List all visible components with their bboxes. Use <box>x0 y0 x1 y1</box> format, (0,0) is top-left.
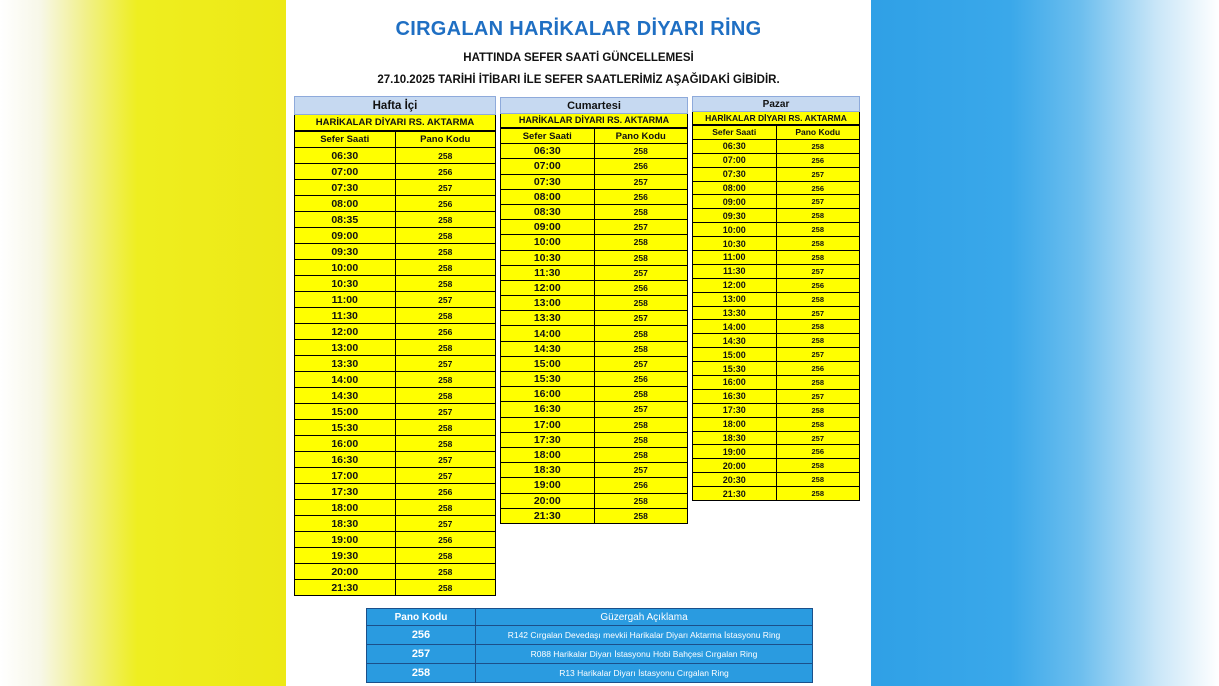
schedule-row <box>295 500 496 516</box>
route-code: 257 <box>776 348 860 362</box>
schedule-row <box>295 340 496 356</box>
departure-time: 14:00 <box>501 326 595 341</box>
departure-time: 21:30 <box>693 487 777 501</box>
background-right-blue <box>871 0 1219 686</box>
departure-time: 10:00 <box>501 235 595 250</box>
route-code: 258 <box>776 251 860 265</box>
departure-time: 09:30 <box>693 209 777 223</box>
schedule-row <box>295 436 496 452</box>
schedule-table <box>692 125 860 501</box>
route-code: 258 <box>395 580 496 596</box>
route-code: 258 <box>776 473 860 487</box>
schedule-row <box>501 387 688 402</box>
schedule-row <box>295 404 496 420</box>
departure-time: 15:00 <box>501 356 595 371</box>
departure-time: 15:30 <box>295 420 396 436</box>
route-code: 258 <box>776 139 860 153</box>
schedule-row <box>295 452 496 468</box>
departure-time: 08:00 <box>295 196 396 212</box>
schedule-row <box>693 431 860 445</box>
legend-description: R142 Cırgalan Devedaşı mevkii Harikalar Diyarı Aktarma İstasyonu Ring <box>476 626 813 645</box>
schedule-row <box>693 334 860 348</box>
route-code: 257 <box>594 356 688 371</box>
legend-code: 257 <box>367 645 476 664</box>
column-header-time: Sefer Saati <box>693 126 777 140</box>
route-code: 258 <box>594 493 688 508</box>
schedule-row <box>693 306 860 320</box>
route-code: 258 <box>395 388 496 404</box>
schedule-row <box>693 459 860 473</box>
schedule-row <box>693 237 860 251</box>
schedule-row <box>295 580 496 596</box>
departure-time: 13:30 <box>295 356 396 372</box>
route-code: 258 <box>395 244 496 260</box>
route-code: 257 <box>776 431 860 445</box>
departure-time: 18:30 <box>501 463 595 478</box>
schedule-row <box>295 356 496 372</box>
schedule-row <box>295 564 496 580</box>
departure-time: 09:00 <box>693 195 777 209</box>
route-code: 258 <box>395 500 496 516</box>
departure-time: 07:00 <box>501 159 595 174</box>
route-code: 256 <box>594 159 688 174</box>
route-code: 257 <box>395 468 496 484</box>
route-code: 258 <box>395 228 496 244</box>
route-code: 257 <box>776 389 860 403</box>
legend-code: 258 <box>367 664 476 683</box>
departure-time: 13:00 <box>295 340 396 356</box>
legend-row <box>367 645 813 664</box>
route-code: 256 <box>594 189 688 204</box>
route-code: 258 <box>776 292 860 306</box>
schedule-row <box>295 148 496 164</box>
schedule-row <box>693 251 860 265</box>
route-code: 257 <box>395 404 496 420</box>
departure-time: 15:30 <box>501 372 595 387</box>
departure-time: 07:30 <box>693 167 777 181</box>
departure-time: 17:30 <box>693 403 777 417</box>
schedule-row <box>501 296 688 311</box>
route-code: 258 <box>594 204 688 219</box>
schedule-table <box>500 128 688 524</box>
departure-time: 06:30 <box>501 144 595 159</box>
route-code: 256 <box>395 164 496 180</box>
departure-time: 17:30 <box>501 432 595 447</box>
departure-time: 08:00 <box>693 181 777 195</box>
departure-time: 16:30 <box>501 402 595 417</box>
schedule-row <box>693 167 860 181</box>
route-code: 256 <box>594 372 688 387</box>
schedule-row <box>693 389 860 403</box>
schedule-row <box>295 548 496 564</box>
route-code: 256 <box>776 445 860 459</box>
route-code: 258 <box>395 212 496 228</box>
route-code: 257 <box>594 220 688 235</box>
route-code: 257 <box>395 452 496 468</box>
schedule-row <box>295 484 496 500</box>
schedule-row <box>501 250 688 265</box>
route-code: 258 <box>776 459 860 473</box>
route-code: 257 <box>776 167 860 181</box>
departure-time: 07:00 <box>693 153 777 167</box>
route-code: 258 <box>594 250 688 265</box>
schedule-day-header: Hafta İçi <box>294 96 496 115</box>
schedule-row <box>693 473 860 487</box>
legend-description: R13 Harikalar Diyarı İstasyonu Cırgalan Ring <box>476 664 813 683</box>
departure-time: 18:30 <box>295 516 396 532</box>
legend-row <box>367 664 813 683</box>
route-code: 258 <box>395 148 496 164</box>
departure-time: 06:30 <box>295 148 396 164</box>
departure-time: 10:00 <box>295 260 396 276</box>
departure-time: 17:30 <box>295 484 396 500</box>
departure-time: 13:30 <box>501 311 595 326</box>
schedule-row <box>295 388 496 404</box>
schedule-row <box>295 196 496 212</box>
legend-row <box>367 626 813 645</box>
departure-time: 14:00 <box>693 320 777 334</box>
departure-time: 13:00 <box>501 296 595 311</box>
schedule-row <box>693 223 860 237</box>
schedule-row <box>693 320 860 334</box>
sunday-schedule <box>692 96 860 501</box>
departure-time: 07:30 <box>295 180 396 196</box>
route-code: 258 <box>395 308 496 324</box>
schedule-row <box>693 417 860 431</box>
departure-time: 08:30 <box>501 204 595 219</box>
schedule-row <box>295 372 496 388</box>
schedule-row <box>501 144 688 159</box>
route-code: 258 <box>395 260 496 276</box>
schedule-row <box>501 189 688 204</box>
saturday-schedule <box>500 97 688 524</box>
departure-time: 13:30 <box>693 306 777 320</box>
schedule-column-headers <box>501 129 688 144</box>
departure-time: 10:00 <box>693 223 777 237</box>
departure-time: 08:35 <box>295 212 396 228</box>
route-code: 257 <box>395 180 496 196</box>
route-code: 256 <box>395 324 496 340</box>
route-code: 256 <box>776 181 860 195</box>
route-code: 257 <box>594 265 688 280</box>
departure-time: 13:00 <box>693 292 777 306</box>
route-code: 257 <box>395 356 496 372</box>
departure-time: 12:00 <box>693 278 777 292</box>
departure-time: 17:00 <box>501 417 595 432</box>
schedule-row <box>501 311 688 326</box>
route-code: 258 <box>776 209 860 223</box>
route-code: 258 <box>776 376 860 390</box>
column-header-time: Sefer Saati <box>295 132 396 148</box>
route-code: 257 <box>594 463 688 478</box>
schedule-row <box>693 445 860 459</box>
route-code: 257 <box>594 402 688 417</box>
route-code: 258 <box>395 340 496 356</box>
route-code: 258 <box>594 144 688 159</box>
route-code: 257 <box>776 195 860 209</box>
legend-code: 256 <box>367 626 476 645</box>
route-code: 257 <box>594 311 688 326</box>
schedule-row <box>501 220 688 235</box>
route-code: 258 <box>594 417 688 432</box>
departure-time: 07:00 <box>295 164 396 180</box>
schedule-row <box>501 508 688 523</box>
schedule-row <box>501 417 688 432</box>
departure-time: 15:00 <box>693 348 777 362</box>
departure-time: 11:30 <box>295 308 396 324</box>
schedule-row <box>501 326 688 341</box>
background-left-yellow <box>0 0 286 686</box>
schedule-row <box>295 468 496 484</box>
route-code: 256 <box>594 280 688 295</box>
schedule-row <box>693 403 860 417</box>
schedule-row <box>501 447 688 462</box>
schedule-row <box>501 493 688 508</box>
route-code: 258 <box>776 487 860 501</box>
schedule-row <box>693 264 860 278</box>
schedule-row <box>295 212 496 228</box>
route-code: 256 <box>594 478 688 493</box>
schedule-row <box>295 292 496 308</box>
route-code: 258 <box>776 320 860 334</box>
schedule-row <box>295 260 496 276</box>
departure-time: 09:00 <box>501 220 595 235</box>
departure-time: 07:30 <box>501 174 595 189</box>
schedule-row <box>501 463 688 478</box>
departure-time: 15:30 <box>693 362 777 376</box>
route-code: 258 <box>594 326 688 341</box>
departure-time: 14:00 <box>295 372 396 388</box>
route-code: 258 <box>395 372 496 388</box>
schedule-row <box>693 153 860 167</box>
departure-time: 19:00 <box>295 532 396 548</box>
schedule-row <box>501 341 688 356</box>
schedule-row <box>501 265 688 280</box>
route-code: 258 <box>395 548 496 564</box>
schedule-row <box>295 276 496 292</box>
departure-time: 09:00 <box>295 228 396 244</box>
schedule-row <box>501 372 688 387</box>
departure-time: 18:00 <box>501 447 595 462</box>
schedule-row <box>501 204 688 219</box>
departure-time: 17:00 <box>295 468 396 484</box>
schedule-day-header: Cumartesi <box>500 97 688 114</box>
departure-time: 16:30 <box>295 452 396 468</box>
schedule-row <box>693 362 860 376</box>
page-title: CIRGALAN HARİKALAR DİYARI RİNG <box>395 18 762 40</box>
schedule-stop-name: HARİKALAR DİYARI RS. AKTARMA <box>294 115 496 131</box>
weekday-schedule <box>294 96 496 596</box>
departure-time: 16:00 <box>501 387 595 402</box>
schedule-row <box>693 348 860 362</box>
departure-time: 09:30 <box>295 244 396 260</box>
column-header-code: Pano Kodu <box>594 129 688 144</box>
departure-time: 14:30 <box>295 388 396 404</box>
departure-time: 20:00 <box>295 564 396 580</box>
column-header-code: Pano Kodu <box>776 126 860 140</box>
column-header-time: Sefer Saati <box>501 129 595 144</box>
departure-time: 11:30 <box>501 265 595 280</box>
column-header-code: Pano Kodu <box>395 132 496 148</box>
schedule-column-headers <box>693 126 860 140</box>
schedule-row <box>693 209 860 223</box>
departure-time: 14:30 <box>693 334 777 348</box>
schedule-row <box>693 139 860 153</box>
schedule-row <box>295 164 496 180</box>
schedule-document <box>286 0 871 686</box>
departure-time: 12:00 <box>295 324 396 340</box>
departure-time: 20:00 <box>501 493 595 508</box>
schedule-row <box>693 376 860 390</box>
departure-time: 21:30 <box>501 508 595 523</box>
route-code: 256 <box>776 362 860 376</box>
schedule-row <box>501 432 688 447</box>
schedule-row <box>295 180 496 196</box>
route-legend-table <box>366 608 813 683</box>
departure-time: 14:30 <box>501 341 595 356</box>
departure-time: 16:30 <box>693 389 777 403</box>
legend-header-code: Pano Kodu <box>367 609 476 626</box>
route-code: 257 <box>776 306 860 320</box>
route-code: 258 <box>594 341 688 356</box>
departure-time: 11:00 <box>295 292 396 308</box>
departure-time: 21:30 <box>295 580 396 596</box>
schedule-row <box>295 308 496 324</box>
route-code: 256 <box>395 484 496 500</box>
route-code: 258 <box>594 508 688 523</box>
schedule-row <box>693 292 860 306</box>
departure-time: 10:30 <box>295 276 396 292</box>
route-code: 258 <box>594 387 688 402</box>
schedule-row <box>693 195 860 209</box>
schedule-row <box>693 487 860 501</box>
legend-header-row <box>367 609 813 626</box>
schedule-row <box>295 228 496 244</box>
schedule-column-headers <box>295 132 496 148</box>
route-code: 258 <box>776 223 860 237</box>
schedule-row <box>295 532 496 548</box>
schedule-stop-name: HARİKALAR DİYARI RS. AKTARMA <box>692 112 860 125</box>
schedule-row <box>501 356 688 371</box>
route-code: 258 <box>395 276 496 292</box>
departure-time: 19:00 <box>693 445 777 459</box>
legend-description: R088 Harikalar Diyarı İstasyonu Hobi Bahçesi Cırgalan Ring <box>476 645 813 664</box>
departure-time: 11:00 <box>693 251 777 265</box>
route-code: 258 <box>395 436 496 452</box>
schedule-row <box>295 420 496 436</box>
schedule-row <box>501 478 688 493</box>
route-code: 258 <box>594 432 688 447</box>
schedule-row <box>501 159 688 174</box>
departure-time: 15:00 <box>295 404 396 420</box>
departure-time: 10:30 <box>693 237 777 251</box>
route-code: 258 <box>594 235 688 250</box>
departure-time: 18:30 <box>693 431 777 445</box>
schedule-day-header: Pazar <box>692 96 860 112</box>
route-code: 257 <box>594 174 688 189</box>
schedule-row <box>501 235 688 250</box>
route-code: 257 <box>395 516 496 532</box>
route-code: 256 <box>395 196 496 212</box>
schedule-row <box>501 174 688 189</box>
route-code: 258 <box>594 447 688 462</box>
route-code: 257 <box>776 264 860 278</box>
route-code: 258 <box>395 420 496 436</box>
route-code: 258 <box>776 237 860 251</box>
schedule-table <box>294 131 496 596</box>
schedule-row <box>501 402 688 417</box>
departure-time: 12:00 <box>501 280 595 295</box>
departure-time: 20:00 <box>693 459 777 473</box>
departure-time: 19:30 <box>295 548 396 564</box>
departure-time: 16:00 <box>693 376 777 390</box>
route-code: 256 <box>776 153 860 167</box>
route-code: 258 <box>395 564 496 580</box>
departure-time: 10:30 <box>501 250 595 265</box>
departure-time: 06:30 <box>693 139 777 153</box>
schedule-row <box>295 244 496 260</box>
schedule-row <box>295 516 496 532</box>
route-code: 256 <box>395 532 496 548</box>
departure-time: 18:00 <box>693 417 777 431</box>
departure-time: 19:00 <box>501 478 595 493</box>
legend-header-desc: Güzergah Açıklama <box>476 609 813 626</box>
departure-time: 16:00 <box>295 436 396 452</box>
effective-date-notice: 27.10.2025 TARİHİ İTİBARI İLE SEFER SAATLERİMİZ AŞAĞIDAKİ GİBİDİR. <box>377 74 780 86</box>
departure-time: 20:30 <box>693 473 777 487</box>
schedule-row <box>501 280 688 295</box>
route-code: 256 <box>776 278 860 292</box>
route-code: 258 <box>776 334 860 348</box>
schedule-row <box>693 181 860 195</box>
route-code: 257 <box>395 292 496 308</box>
route-code: 258 <box>776 417 860 431</box>
schedule-stop-name: HARİKALAR DİYARI RS. AKTARMA <box>500 114 688 128</box>
route-code: 258 <box>776 403 860 417</box>
schedule-row <box>295 324 496 340</box>
route-code: 258 <box>594 296 688 311</box>
departure-time: 08:00 <box>501 189 595 204</box>
departure-time: 11:30 <box>693 264 777 278</box>
page-subtitle: HATTINDA SEFER SAATİ GÜNCELLEMESİ <box>463 52 694 64</box>
departure-time: 18:00 <box>295 500 396 516</box>
schedule-row <box>693 278 860 292</box>
